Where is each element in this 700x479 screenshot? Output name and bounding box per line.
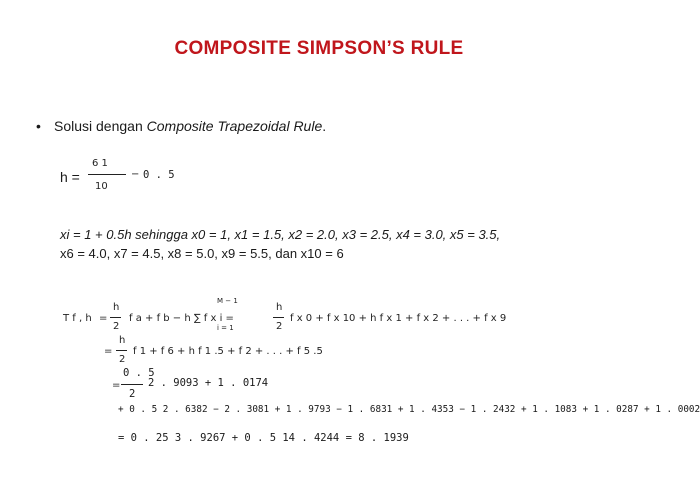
eq3-denominator: 2 [129, 388, 136, 400]
eq2-equals: = [104, 346, 113, 357]
eq3-equals: = [112, 380, 121, 391]
sum-lower-limit: i = 1 [217, 324, 234, 332]
eq2-fraction-bar [116, 350, 127, 351]
eq1-h: h [113, 302, 120, 313]
eq3-body: 2 . 9093 + 1 . 0174 [148, 377, 269, 389]
eq5-body: = 0 . 25 3 . 9267 + 0 . 5 14 . 4244 = 8 . 1939 [118, 432, 409, 444]
points-line-1: xi = 1 + 0.5h sehingga x0 = 1, x1 = 1.5, x2 = 2.0, x3 = 2.5, x4 = 3.0, x5 = 3.5, [60, 227, 501, 242]
method-name: Composite Trapezoidal Rule [146, 118, 323, 134]
h-denominator: 10 [95, 181, 108, 192]
eq1-equals: = [99, 313, 108, 324]
eq3-fraction-bar [121, 384, 143, 385]
eq1-two-2: 2 [276, 321, 283, 332]
h-minus: − [131, 169, 140, 180]
eq2-body: f 1 + f 6 + h f 1 .5 + f 2 + . . . + f 5 .5 [133, 346, 323, 357]
h-label: h = [60, 169, 80, 185]
eq2-two: 2 [119, 354, 126, 365]
eq1-two: 2 [113, 321, 120, 332]
h-numerator: 6 1 [92, 158, 108, 169]
bullet-marker: • [36, 118, 41, 134]
bullet-intro: Solusi dengan [54, 118, 147, 134]
points-line-2: x6 = 4.0, x7 = 4.5, x8 = 5.0, x9 = 5.5, dan x10 = 6 [60, 246, 344, 261]
eq1-fraction-bar [110, 317, 121, 318]
eq1-fraction-bar-2 [273, 317, 284, 318]
slide-title: COMPOSITE SIMPSON’S RULE [174, 38, 464, 59]
h-result: 0 . 5 [143, 169, 175, 181]
bullet-item [36, 118, 326, 134]
eq1-body: f a + f b − h ∑ f x i = [129, 313, 234, 324]
eq4-body: + 0 . 5 2 . 6382 − 2 . 3081 + 1 . 9793 − 1 . 6831 + 1 . 4353 − 1 . 2432 + 1 . 1083 + 1 . 0287 + 1 . 0002 [118, 404, 700, 415]
sum-upper-limit: M − 1 [217, 297, 238, 305]
eq1-h2: h [276, 302, 283, 313]
eq3-numerator: 0 . 5 [123, 367, 155, 379]
eq2-h: h [119, 335, 126, 346]
bullet-period: . [322, 118, 327, 134]
eq1-lhs: T f , h [63, 313, 92, 324]
eq1-body-2: f x 0 + f x 10 + h f x 1 + f x 2 + . . . + f x 9 [290, 313, 507, 324]
h-fraction-bar [88, 174, 126, 175]
